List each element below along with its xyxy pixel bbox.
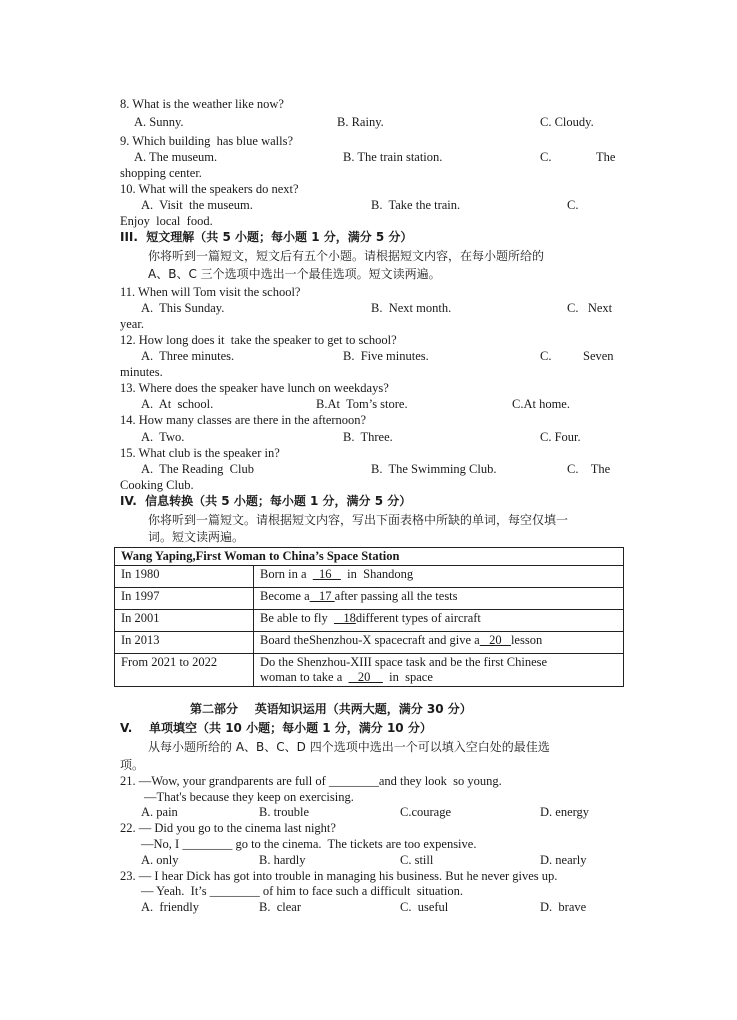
text-line: 8. What is the weather like now? [120, 97, 284, 111]
event-cell [254, 654, 624, 687]
year-cell: In 2001 [115, 610, 254, 632]
text-line: minutes. [120, 365, 163, 379]
text-line: C. useful [400, 900, 449, 914]
text-line: B. Rainy. [337, 115, 384, 129]
section-heading: III. 短文理解（共 5 小题；每小题 1 分，满分 5 分） [120, 230, 413, 244]
section-heading: IV. 信息转换（共 5 小题；每小题 1 分，满分 5 分） [120, 494, 412, 508]
text-line: B. clear [259, 900, 301, 914]
text-line: A. friendly [141, 900, 199, 914]
answer-blank[interactable]: 20 [348, 670, 383, 684]
event-cell [254, 610, 624, 632]
event-text: Be able to fly [260, 611, 334, 625]
text-line: C. Next [567, 301, 613, 315]
event-cell [254, 632, 624, 654]
event-text: Born in a [260, 567, 313, 581]
event-cell [254, 588, 624, 610]
table-row [115, 610, 624, 632]
instruction-text: A、B、C 三个选项中选出一个最佳选项。短文读两遍。 [148, 267, 441, 281]
event-text: in Shandong [340, 567, 414, 581]
text-line: A. Two. [141, 430, 185, 444]
instruction-text: 从每小题所给的 A、B、C、D 四个选项中选出一个可以填入空白处的最佳选 [148, 740, 550, 754]
instruction-text: 你将听到一篇短文，短文后有五个小题。请根据短文内容，在每小题所给的 [148, 249, 545, 263]
text-line: 21. —Wow, your grandparents are full of ________and they look so young. [120, 774, 502, 788]
text-line: A. only [141, 853, 179, 867]
answer-blank[interactable]: 18 [333, 611, 356, 625]
year-cell: In 1980 [115, 566, 254, 588]
event-text: lesson [510, 633, 543, 647]
information-table [114, 547, 624, 687]
year-cell: From 2021 to 2022 [115, 654, 254, 687]
text-line: 22. — Did you go to the cinema last night? [120, 821, 336, 835]
table-row [115, 588, 624, 610]
text-line: Seven [583, 349, 614, 363]
text-line: C.At home. [512, 397, 570, 411]
text-line: C. [540, 349, 552, 363]
text-line: D. nearly [540, 853, 587, 867]
table-title: Wang Yaping,First Woman to China’s Space Station [115, 548, 624, 566]
text-line: C.courage [400, 805, 452, 819]
text-line: A. pain [141, 805, 178, 819]
instruction-text: 词。短文读两遍。 [148, 530, 245, 544]
event-text: different types of aircraft [355, 611, 481, 625]
answer-blank[interactable]: 17 [309, 589, 335, 603]
text-line: year. [120, 317, 144, 331]
section-heading: V. 单项填空（共 10 小题；每小题 1 分，满分 10 分） [120, 721, 432, 735]
text-line: C. [567, 198, 579, 212]
text-line: A. This Sunday. [141, 301, 225, 315]
text-line: A. At school. [141, 397, 214, 411]
text-line: 11. When will Tom visit the school? [120, 285, 301, 299]
text-line: —No, I ________ go to the cinema. The tickets are too expensive. [141, 837, 477, 851]
table-row [115, 566, 624, 588]
text-line: 23. — I hear Dick has got into trouble in managing his business. But he never gives up. [120, 869, 558, 883]
text-line: C. [540, 150, 552, 164]
text-line: 15. What club is the speaker in? [120, 446, 280, 460]
year-cell: In 1997 [115, 588, 254, 610]
text-line: B. trouble [259, 805, 309, 819]
text-line: B.At Tom’s store. [316, 397, 408, 411]
text-line: C. still [400, 853, 434, 867]
answer-blank[interactable]: 20 [479, 633, 511, 647]
event-text: woman to take a [260, 670, 349, 684]
year-cell: In 2013 [115, 632, 254, 654]
text-line: —That's because they keep on exercising. [144, 790, 354, 804]
event-text: Become a [260, 589, 310, 603]
event-text: Do the Shenzhou-XIII space task and be the first Chinese [260, 655, 548, 669]
event-text: in space [382, 670, 433, 684]
event-text: Board theShenzhou-X spacecraft and give a [260, 633, 480, 647]
text-line: B. Take the train. [371, 198, 461, 212]
text-line: The [596, 150, 616, 164]
text-line: Enjoy local food. [120, 214, 213, 228]
instruction-text: 你将听到一篇短文。请根据短文内容，写出下面表格中所缺的单词，每空仅填一 [148, 513, 569, 527]
answer-blank[interactable]: 16 [312, 567, 341, 581]
text-line: 13. Where does the speaker have lunch on weekdays? [120, 381, 389, 395]
table-row [115, 632, 624, 654]
text-line: B. Next month. [371, 301, 452, 315]
text-line: shopping center. [120, 166, 202, 180]
text-line: C. Four. [540, 430, 581, 444]
text-line: A. The museum. [134, 150, 218, 164]
event-cell [254, 566, 624, 588]
text-line: B. hardly [259, 853, 306, 867]
text-line: D. energy [540, 805, 590, 819]
text-line: D. brave [540, 900, 587, 914]
text-line: 14. How many classes are there in the afternoon? [120, 413, 367, 427]
event-text: after passing all the tests [334, 589, 458, 603]
text-line: B. Three. [343, 430, 393, 444]
text-line: C. Cloudy. [540, 115, 594, 129]
text-line: 10. What will the speakers do next? [120, 182, 299, 196]
instruction-text: 项。 [120, 758, 145, 772]
text-line: 9. Which building has blue walls? [120, 134, 294, 148]
text-line: — Yeah. It’s ________ of him to face such a difficult situation. [141, 884, 463, 898]
text-line: Cooking Club. [120, 478, 194, 492]
text-line: A. Three minutes. [141, 349, 235, 363]
text-line: C. The [567, 462, 611, 476]
text-line: 12. How long does it take the speaker to get to school? [120, 333, 397, 347]
text-line: B. Five minutes. [343, 349, 429, 363]
text-line: B. The Swimming Club. [371, 462, 497, 476]
text-line: A. The Reading Club [141, 462, 254, 476]
text-line: B. The train station. [343, 150, 443, 164]
text-line: A. Sunny. [134, 115, 184, 129]
text-line: A. Visit the museum. [141, 198, 253, 212]
table-row [115, 654, 624, 687]
table-header-row [115, 548, 624, 566]
section-heading: 第二部分 英语知识运用（共两大题，满分 30 分） [190, 702, 472, 716]
